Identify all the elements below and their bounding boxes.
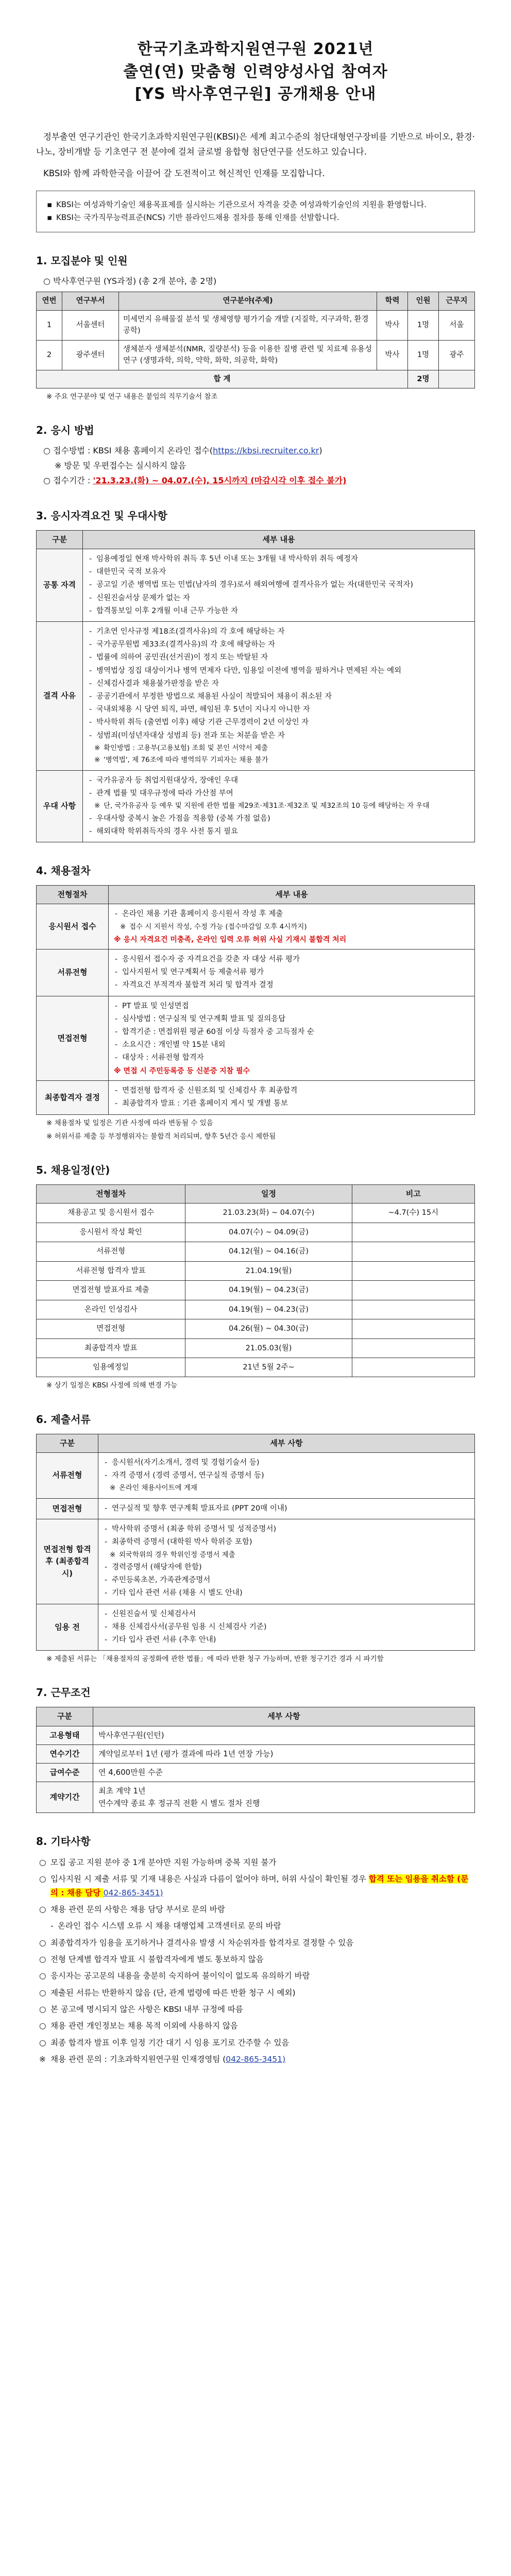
table-row [37, 1744, 475, 1763]
table-row [37, 1338, 475, 1358]
apply-period-label: ○ 접수기간 : [43, 476, 93, 486]
table-row [37, 1604, 475, 1651]
misc-item [39, 1856, 475, 1869]
table-row [37, 949, 475, 996]
document-list [104, 1457, 469, 1494]
col-header: 학력 [377, 292, 408, 310]
disqualification-list [88, 626, 469, 766]
table-row [37, 904, 475, 949]
title-line-3: [YS 박사후연구원] 공개채용 안내 [134, 85, 377, 103]
preference-list [88, 775, 469, 838]
col-header: 구분 [37, 1707, 93, 1726]
cell: 광주 [439, 340, 475, 370]
cell [109, 949, 475, 996]
cell: 연 4,600만원 수준 [93, 1764, 475, 1782]
row-label: 공통 자격 [37, 549, 83, 622]
intro-paragraph-2: KBSI와 함께 과학한국을 이끌어 갈 도전적이고 혁신적인 인재를 모집합니다. [43, 168, 325, 178]
table-row [37, 1300, 475, 1319]
misc-item [39, 1986, 475, 1999]
total-value: 2명 [408, 370, 439, 388]
section-7-heading: 7. 근무조건 [36, 1686, 91, 1699]
cell: 박사 [377, 340, 408, 370]
recruit-site-link[interactable]: https://kbsi.recruiter.co.kr [213, 446, 319, 456]
table-row [37, 1223, 475, 1242]
list-item: - 경력증명서 (해당자에 한함) [104, 1562, 469, 1573]
misc-text: 전형 단계별 합격자 발표 시 불합격자에게 별도 통보하지 않음 [50, 1955, 264, 1964]
misc-text: 채용 관련 문의 : 기초과학지원연구원 인재경영팀 ( [50, 2055, 226, 2064]
list-note: ※ 접수 시 지원서 작성, 수정 가능 (접수마감일 오후 4시까지) [114, 922, 469, 933]
cell [109, 904, 475, 949]
stage-label: 최종합격자 결정 [37, 1081, 109, 1114]
apply-method-line [43, 445, 475, 457]
apply-method-text: ○ 접수방법 : KBSI 채용 홈페이지 온라인 접수( [43, 446, 213, 456]
section-1-heading: 1. 모집분야 및 인원 [36, 254, 128, 267]
cell: 21.05.03(월) [185, 1338, 352, 1358]
table-row [37, 310, 475, 340]
list-item: - 최종합격자 발표 : 기관 홈페이지 게시 및 개별 통보 [114, 1098, 469, 1110]
section-1-note: ※ 주요 연구분야 및 연구 내용은 붙임의 직무기술서 참조 [46, 393, 218, 401]
misc-text: 응시자는 공고문의 내용을 충분히 숙지하여 불이익이 없도록 유의하기 바람 [50, 1971, 310, 1981]
qualification-table [36, 530, 475, 842]
list-item: - 연구실적 및 향후 연구계획 발표자료 (PPT 20매 이내) [104, 1503, 469, 1515]
list-item: - 기타 입사 관련 서류 (채용 시 별도 안내) [104, 1587, 469, 1599]
cell: 면접전형 [37, 1319, 185, 1338]
table-row [37, 1519, 475, 1604]
cell [83, 622, 475, 771]
row-label: 고용형태 [37, 1726, 93, 1744]
cell [352, 1261, 474, 1280]
list-item: - 박사학위 증명서 (최종 학위 증명서 및 성적증명서) [104, 1523, 469, 1535]
cell: 서류전형 [37, 1242, 185, 1261]
col-header: 세부 내용 [83, 530, 475, 549]
list-item: - 최종학력 증명서 (대학원 박사 학위증 포함) [104, 1536, 469, 1548]
common-requirements-list [88, 553, 469, 617]
apply-period-line [43, 474, 475, 487]
col-header: 일정 [185, 1185, 352, 1204]
cell: 최종합격자 발표 [37, 1338, 185, 1358]
list-item: - 기타 입사 관련 서류 (추후 안내) [104, 1634, 469, 1646]
cell [98, 1452, 475, 1498]
table-row [37, 1358, 475, 1377]
section-5-note: ※ 상기 일정은 KBSI 사정에 의해 변경 가능 [46, 1381, 178, 1390]
cell: 최초 계약 1년 연수계약 종료 후 정규직 전환 시 별도 절차 진행 [93, 1782, 475, 1813]
cell: 응시원서 작성 확인 [37, 1223, 185, 1242]
row-label: 우대 사항 [37, 770, 83, 842]
cell [109, 996, 475, 1081]
misc-item [39, 1969, 475, 1982]
cell [98, 1519, 475, 1604]
table-header-row [37, 886, 475, 904]
misc-text: 모집 공고 지원 분야 중 1개 분야만 지원 가능하며 중복 지원 불가 [50, 1857, 277, 1867]
section-4-note: ※ 허위서류 제출 등 부정행위자는 불합격 처리되며, 향후 5년간 응시 제한됨 [46, 1132, 276, 1141]
misc-text: 본 공고에 명시되지 않은 사항은 KBSI 내부 규정에 따름 [50, 2005, 243, 2014]
title-line-1: 한국기초과학지원연구원 2021년 [137, 40, 374, 58]
col-header: 세부 사항 [98, 1434, 475, 1452]
list-item: - 주민등록초본, 가족관계증명서 [104, 1574, 469, 1586]
intro [36, 129, 475, 232]
cell [109, 1081, 475, 1114]
table-row [37, 1764, 475, 1782]
apply-method [43, 445, 475, 487]
list-item: - 자격 증명서 (경력 증명서, 연구실적 증명서 등) [104, 1470, 469, 1482]
row-label: 결격 사유 [37, 622, 83, 771]
misc-item [39, 1903, 475, 1916]
list-item: - 병역법상 징집 대상이거나 병역 면제자 다만, 임용일 이전에 병역을 필하거나 면제된 자는 예외 [88, 665, 469, 677]
col-header: 연번 [37, 292, 62, 310]
cell [83, 549, 475, 622]
list-item: - 기초연 인사규정 제18조(결격사유)의 각 호에 해당하는 자 [88, 626, 469, 638]
misc-text: 채용 관련 문의 사항은 채용 담당 부서로 문의 바람 [50, 1905, 225, 1914]
list-item: - 채용 신체검사서(공무원 임용 시 신체검사 기준) [104, 1621, 469, 1633]
col-header: 구분 [37, 530, 83, 549]
table-row [37, 770, 475, 842]
cell [83, 770, 475, 842]
list-item: - 해외대학 학위취득자의 경우 사전 통지 필요 [88, 826, 469, 838]
list-item: - 합격기준 : 면접위원 평균 60점 이상 득점자 중 고득점자 순 [114, 1026, 469, 1038]
list-item: - 공공기관에서 부정한 방법으로 채용된 사실이 적발되어 채용이 취소된 자 [88, 691, 469, 703]
misc-item [39, 2036, 475, 2049]
row-label: 면접전형 합격 후 (최종합격시) [37, 1519, 98, 1604]
table-header-row [37, 530, 475, 549]
cell: 04.26(월) ~ 04.30(금) [185, 1319, 352, 1338]
document-list [104, 1523, 469, 1600]
misc-contact [39, 2053, 475, 2066]
col-header: 연구분야(주제) [119, 292, 377, 310]
cell: 박사후연구원(인턴) [93, 1726, 475, 1744]
table-row [37, 1498, 475, 1519]
list-item: - 임용예정일 현재 박사학위 취득 후 5년 이내 또는 3개월 내 박사학위 취득 예정자 [88, 553, 469, 565]
stage-detail-list [114, 954, 469, 992]
cell [98, 1604, 475, 1651]
list-note: ※ '병역법', 제 76조에 따라 병역의무 기피자는 채용 불가 [88, 755, 469, 766]
contact-email-link[interactable]: 042-865-3451) [103, 1888, 163, 1897]
misc-item [39, 1953, 475, 1966]
cell [352, 1223, 474, 1242]
list-item: - 소요시간 : 개인별 약 15분 내외 [114, 1039, 469, 1051]
table-row [37, 1319, 475, 1338]
col-header: 세부 사항 [93, 1707, 475, 1726]
cell: 2 [37, 340, 62, 370]
table-header-row [37, 1185, 475, 1204]
stage-label: 면접전형 [37, 996, 109, 1081]
list-item: - 면접전형 합격자 중 신원조회 및 신체검사 후 최종합격 [114, 1085, 469, 1097]
list-note: ※ 온라인 채용사이트에 게재 [104, 1483, 469, 1494]
cell: 1 [37, 310, 62, 340]
title-line-2: 출연(연) 맞춤형 인력양성사업 참여자 [123, 62, 388, 81]
misc-text: 최종 합격자 발표 이후 일정 기간 대기 시 임용 포기로 간주할 수 있음 [50, 2038, 289, 2047]
apply-period-value: '21.3.23.(화) ~ 04.07.(수), 15시까지 (마감시각 이후 접수 불가) [93, 476, 347, 486]
misc-text: 채용 관련 개인정보는 채용 목적 이외에 사용하지 않음 [50, 2021, 238, 2031]
misc-text: 제출된 서류는 반환하지 않음 (단, 관계 법령에 따른 반환 청구 시 예외) [50, 1988, 296, 1997]
list-item: - 성범죄(미성년자대상 성범죄 등) 전과 또는 처분을 받은 자 [88, 730, 469, 742]
misc-highlight: 합격 또는 임용을 취소함 (문의 : 채용 담당 [50, 1874, 469, 1897]
list-note: ※ 확인방법 : 고용부(고용보험) 조회 및 본인 서약서 제출 [88, 743, 469, 754]
cell: 계약일로부터 1년 (평가 결과에 따라 1년 연장 가능) [93, 1744, 475, 1763]
list-note: ※ 단, 국가유공자 등 예우 및 지원에 관한 법률 제29조·제31조·제32조 및 제32조의 10 등에 해당하는 자 우대 [88, 801, 469, 812]
row-label: 임용 전 [37, 1604, 98, 1651]
cell: 서울 [439, 310, 475, 340]
section-6-heading: 6. 제출서류 [36, 1413, 91, 1426]
cell: 면접전형 발표자료 제출 [37, 1281, 185, 1300]
list-item: - 관계 법률 및 대우규정에 따라 가산점 부여 [88, 788, 469, 800]
misc-item [39, 2003, 475, 2016]
cell: 04.12(월) ~ 04.16(금) [185, 1242, 352, 1261]
list-item: - 응시원서 접수자 중 자격요건을 갖춘 자 대상 서류 평가 [114, 954, 469, 965]
col-header: 인원 [408, 292, 439, 310]
stage-warning: ※ 응시 자격요건 미충족, 온라인 입력 오류 허위 사실 기재시 불합격 처리 [114, 936, 347, 944]
intro-note: ▪ KBSI는 여성과학기술인 채용목표제를 실시하는 기관으로서 자격을 갖춘 여성과학기술인의 지원을 환영합니다. [47, 198, 464, 212]
cell: 21.04.19(월) [185, 1261, 352, 1280]
section-2-heading: 2. 응시 방법 [36, 424, 94, 437]
cell: 미세먼지 유해물질 분석 및 생체영향 평가기술 개발 (지질학, 지구과학, 환경공학) [119, 310, 377, 340]
table-row [37, 622, 475, 771]
section-4-note: ※ 채용절차 및 일정은 기관 사정에 따라 변동될 수 있음 [46, 1118, 213, 1127]
table-row [37, 1726, 475, 1744]
list-item: - 입사지원서 및 연구계획서 등 제출서류 평가 [114, 967, 469, 978]
col-header: 근무지 [439, 292, 475, 310]
section-8-heading: 8. 기타사항 [36, 1835, 91, 1848]
list-item: - 심사방법 : 연구실적 및 연구계획 발표 및 질의응답 [114, 1013, 469, 1025]
list-item: - 온라인 채용 기관 홈페이지 응시원서 작성 후 제출 [114, 908, 469, 920]
cell [352, 1358, 474, 1377]
conditions-table [36, 1707, 475, 1813]
document-list [104, 1608, 469, 1647]
cell: 채용공고 및 응시원서 접수 [37, 1204, 185, 1223]
row-label: 연수기간 [37, 1744, 93, 1763]
cell: 임용예정일 [37, 1358, 185, 1377]
section-4-heading: 4. 채용절차 [36, 865, 91, 877]
list-item: - 응시원서(자기소개서, 경력 및 경험기술서 등) [104, 1457, 469, 1469]
cell: 박사 [377, 310, 408, 340]
documents-table [36, 1434, 475, 1651]
row-label: 면접전형 [37, 1498, 98, 1519]
table-total-row [37, 370, 475, 388]
notice-title [36, 38, 475, 106]
cell [352, 1338, 474, 1358]
cell [352, 1281, 474, 1300]
table-row [37, 1281, 475, 1300]
cell: ~4.7(수) 15시 [352, 1204, 474, 1223]
table-row [37, 1081, 475, 1114]
col-header: 세부 내용 [109, 886, 475, 904]
contact-phone-link[interactable]: 042-865-3451) [226, 2055, 286, 2064]
section-3-heading: 3. 응시자격요건 및 우대사항 [36, 509, 167, 522]
apply-method-note: ※ 방문 및 우편접수는 실시하지 않음 [55, 461, 186, 471]
cell [352, 1319, 474, 1338]
list-item: - PT 발표 및 인성면접 [114, 1001, 469, 1012]
list-item: - 국가공무원법 제33조(결격사유)의 각 호에 해당하는 자 [88, 639, 469, 651]
cell [439, 370, 475, 388]
intro-note-box [36, 191, 475, 232]
stage-detail-list [114, 1085, 469, 1110]
cell [352, 1242, 474, 1261]
table-row [37, 1782, 475, 1813]
cell [352, 1300, 474, 1319]
cell: 1명 [408, 340, 439, 370]
table-row [37, 996, 475, 1081]
cell: 온라인 인성검사 [37, 1300, 185, 1319]
cell: 서류전형 합격자 발표 [37, 1261, 185, 1280]
list-item: - 신원진술서상 문제가 없는 자 [88, 592, 469, 604]
misc-list [39, 1856, 475, 2066]
list-item: - 대한민국 국적 보유자 [88, 566, 469, 578]
stage-warning: ※ 면접 시 주민등록증 등 신분증 지참 필수 [114, 1067, 250, 1076]
list-item: - 우대사항 중복시 높은 가점을 적용함 (중복 가점 없음) [88, 813, 469, 825]
list-item: - 신체검사결과 채용불가판정을 받은 자 [88, 678, 469, 690]
intro-note: ▪ KBSI는 국가직무능력표준(NCS) 기반 블라인드채용 절차를 통해 인재를 선발합니다. [47, 211, 464, 225]
col-header: 전형절차 [37, 1185, 185, 1204]
table-header-row [37, 1434, 475, 1452]
table-row [37, 1261, 475, 1280]
list-item: - 법률에 의하여 공민권(선거권)이 정지 또는 박탈된 자 [88, 652, 469, 664]
col-header: 전형절차 [37, 886, 109, 904]
section-5-heading: 5. 채용일정(안) [36, 1164, 110, 1176]
list-item: - 박사학위 취득 (출연법 이후) 해당 기관 근무경력이 2년 이상인 자 [88, 717, 469, 728]
table-row [37, 1452, 475, 1498]
cell: 서울센터 [62, 310, 119, 340]
document-list [104, 1503, 469, 1515]
table-row [37, 340, 475, 370]
list-item: - 공고일 기준 병역법 또는 민법(남자의 경우)로서 해외여행에 결격사유가 없는 자(대한민국 국적자) [88, 579, 469, 591]
misc-text: 온라인 접수 시스템 오류 시 채용 대행업체 고객센터로 문의 바람 [58, 1921, 281, 1931]
list-item: - 대상자 : 서류전형 합격자 [114, 1052, 469, 1064]
stage-label: 서류전형 [37, 949, 109, 996]
cell: 생체분자 생체분석(NMR, 질량분석) 등을 이용한 질병 관련 및 치료제 유용성 연구 (생명과학, 의학, 약학, 화학, 의공학, 화학) [119, 340, 377, 370]
misc-text: 최종합격자가 임용을 포기하거나 결격사유 발생 시 차순위자를 합격자로 결정할 수 있음 [50, 1938, 354, 1947]
cell: 04.19(월) ~ 04.23(금) [185, 1281, 352, 1300]
table-header-row [37, 292, 475, 310]
row-label: 급여수준 [37, 1764, 93, 1782]
recruit-table [36, 292, 475, 388]
cell: 광주센터 [62, 340, 119, 370]
list-item: - 신원진술서 및 신체검사서 [104, 1608, 469, 1620]
stage-label: 응시원서 접수 [37, 904, 109, 949]
cell: 04.19(월) ~ 04.23(금) [185, 1300, 352, 1319]
intro-paragraph-1: 정부출연 연구기관인 한국기초과학지원연구원(KBSI)은 세계 최고수준의 첨단대형연구장비를 기반으로 바이오, 환경·나노, 장비개발 등 기초연구 전 분야에 걸쳐 글로벌 융합형 첨단연구를 선도하고 있습니다. [36, 131, 475, 157]
cell: 1명 [408, 310, 439, 340]
row-label: 서류전형 [37, 1452, 98, 1498]
stage-detail-list [114, 908, 469, 933]
process-table [36, 885, 475, 1114]
section-6-note: ※ 제출된 서류는 「채용절차의 공정화에 관한 법률」에 따라 반환 청구 가능하며, 반환 청구기간 경과 시 파기함 [46, 1655, 384, 1664]
cell: 04.07(수) ~ 04.09(금) [185, 1223, 352, 1242]
col-header: 구분 [37, 1434, 98, 1452]
misc-item [39, 1872, 475, 1900]
cell [98, 1498, 475, 1519]
misc-text: 입사지원 시 제출 서류 및 기재 내용은 사실과 다름이 없어야 하며, 허위 사실이 확인될 경우 [50, 1874, 369, 1884]
col-header: 연구부서 [62, 292, 119, 310]
misc-item [39, 1936, 475, 1950]
misc-item [39, 2019, 475, 2032]
list-item: - 국가유공자 등 취업지원대상자, 장애인 우대 [88, 775, 469, 787]
row-label: 계약기간 [37, 1782, 93, 1813]
section-1-sub: ○ 박사후연구원 (YS과정) (총 2개 분야, 총 2명) [43, 276, 217, 286]
cell: 21년 5월 2주~ [185, 1358, 352, 1377]
list-item: - 합격통보일 이후 2개월 이내 근무 가능한 자 [88, 605, 469, 617]
apply-method-text-end: ) [319, 446, 322, 456]
total-label: 합 계 [37, 370, 408, 388]
stage-detail-list [114, 1001, 469, 1064]
cell: 21.03.23(화) ~ 04.07(수) [185, 1204, 352, 1223]
table-row [37, 549, 475, 622]
list-item: - 국내외채용 시 당연 퇴직, 파면, 해임된 후 5년이 지나지 아니한 자 [88, 704, 469, 716]
col-header: 비고 [352, 1185, 474, 1204]
list-note: ※ 외국학위의 경우 학위인정 증명서 제출 [104, 1550, 469, 1561]
misc-subitem [39, 1919, 475, 1933]
table-row [37, 1242, 475, 1261]
table-header-row [37, 1707, 475, 1726]
table-row [37, 1204, 475, 1223]
list-item: - 자격요건 부적격자 불합격 처리 및 합격자 결정 [114, 979, 469, 991]
schedule-table [36, 1184, 475, 1377]
